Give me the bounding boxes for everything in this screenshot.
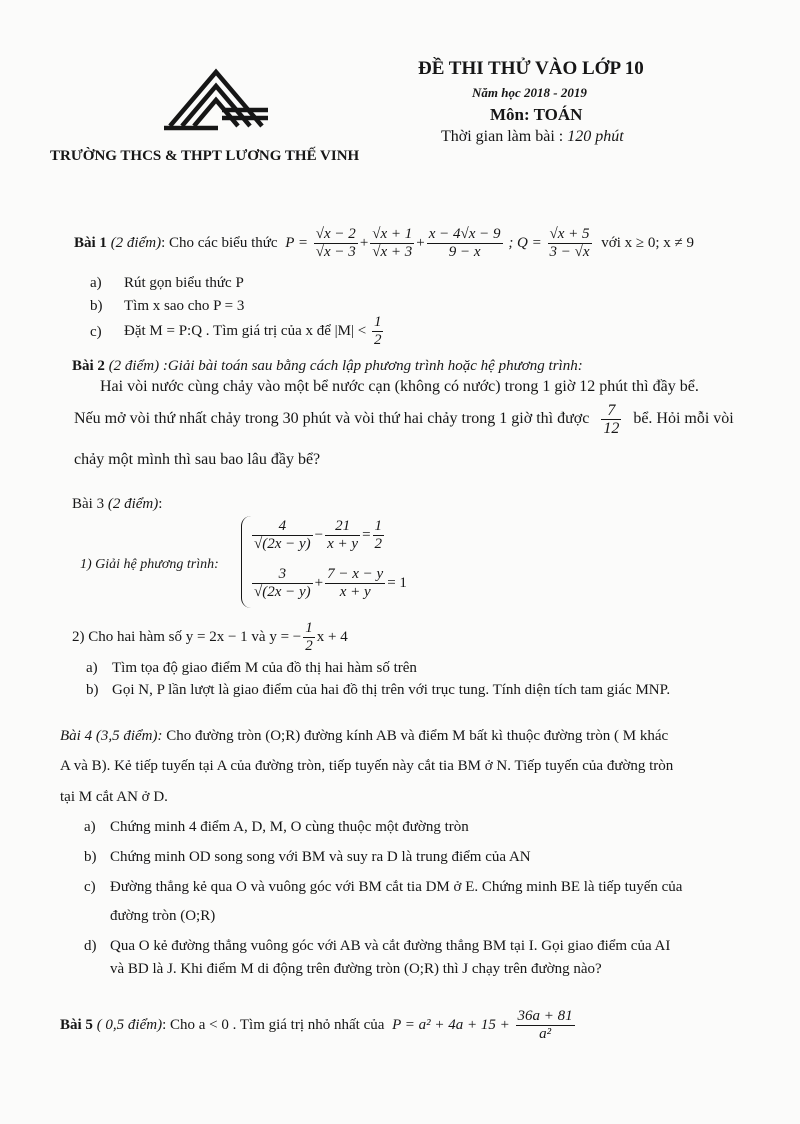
- exam-time-value: 120 phút: [567, 128, 624, 145]
- bai1-p-frac3-num: x − 4√x − 9: [428, 226, 501, 242]
- bai2-frac-den: 12: [603, 420, 620, 437]
- bai3-b-text: Gọi N, P lần lượt là giao điểm của hai đồ thị trên với trục tung. Tính diện tích tam giác MNP.: [112, 682, 671, 698]
- bai1-q-frac-den: 3 − √x: [549, 244, 590, 260]
- bai3-eq2-f2d: x + y: [339, 584, 371, 600]
- bai1-c-line: [124, 314, 385, 349]
- bai3-a-mark: a): [86, 660, 98, 676]
- bai3-eq2-f1d: √(2x − y): [254, 584, 311, 600]
- bai3-eq1-f1d: √(2x − y): [254, 536, 311, 552]
- school-name: TRƯỜNG THCS & THPT LƯƠNG THẾ VINH: [50, 148, 360, 164]
- bai1-b-text: Tìm x sao cho P = 3: [124, 298, 245, 314]
- bai4-d-text2: và BD là J. Khi điểm M di động trên đường tròn (O;R) thì J chạy trên đường nào?: [110, 961, 602, 977]
- bai1-c-frac: [372, 314, 384, 349]
- bai1-p-frac3-den: 9 − x: [448, 244, 481, 260]
- bai1-b-mark: b): [90, 298, 103, 314]
- bai5-expr: P = a² + 4a + 15 +: [392, 1016, 510, 1033]
- bai3-heading: [72, 496, 162, 513]
- exam-title: ĐỀ THI THỬ VÀO LỚP 10: [418, 58, 644, 79]
- bai4-a-mark: a): [84, 819, 96, 835]
- bai1-c-frac-den: 2: [373, 332, 382, 348]
- bai3-eq1-eq: =: [362, 526, 371, 543]
- exam-year: Năm học 2018 - 2019: [472, 85, 587, 100]
- bai1-statement: Bài 1 (2 điểm): Cho các biểu thức P = $\frac{√x - 2}{√x - 3}$ + $\frac{√x + 1}{√x + 3}$ + $\frac{x - 4√x - 9}{9 - x}$ ; Q = $\frac{√x + 5}{3 - √x}$ với x ≥ 0; x ≠ 9: [74, 226, 695, 260]
- bai3-p2: [72, 620, 348, 655]
- bai1-p-frac1: [314, 226, 358, 261]
- bai5-label: Bài 5: [60, 1016, 93, 1033]
- bai3-a-text: Tìm tọa độ giao điểm M của đồ thị hai hàm số trên: [112, 660, 417, 676]
- bai2-heading: [72, 358, 583, 375]
- bai4-d-text1: Qua O kẻ đường thẳng vuông góc với AB và cắt đường thẳng BM tại I. Gọi giao điểm của AI: [110, 938, 671, 954]
- bai1-q-lhs: ; Q =: [508, 234, 542, 251]
- bai3-colon: :: [158, 496, 163, 512]
- bai4-a-text: Chứng minh 4 điểm A, D, M, O cùng thuộc một đường tròn: [110, 819, 469, 835]
- bai3-eq2-op: +: [314, 574, 324, 591]
- bai1-p-frac2: [370, 226, 414, 261]
- bai3-eq1-frac1: [252, 518, 313, 553]
- bai1-intro: : Cho các biểu thức: [161, 234, 278, 251]
- bai1-c-mark: c): [90, 324, 102, 340]
- bai3-eq2-frac2: [325, 566, 385, 601]
- bai4-points: (3,5 điểm):: [95, 728, 163, 744]
- bai4-c-mark: c): [84, 879, 96, 895]
- bai2-intro: :Giải bài toán sau bằng cách lập phương trình hoặc hệ phương trình:: [162, 358, 583, 374]
- bai2-line2b: bể. Hỏi mỗi vòi: [633, 410, 734, 428]
- bai4-b-text: Chứng minh OD song song với BM và suy ra D là trung điểm của AN: [110, 849, 531, 865]
- bai3-p2-frac-den: 2: [305, 638, 313, 654]
- bai2-line1: Hai vòi nước cùng chảy vào một bể nước cạn (không có nước) trong 1 giờ 12 phút thì đầy bể.: [100, 378, 699, 395]
- bai1-p-frac1-num: √x − 2: [315, 226, 356, 242]
- bai3-p1: 1) Giải hệ phương trình:: [80, 557, 219, 572]
- exam-time: [441, 128, 624, 146]
- bai3-p2-tail: x + 4: [316, 628, 348, 645]
- bai5-line: [60, 1008, 577, 1043]
- bai3-eq1-op: −: [314, 526, 324, 543]
- bai3-points: (2 điểm): [107, 496, 159, 512]
- bai5-intro: : Cho a < 0 . Tìm giá trị nhỏ nhất của: [162, 1016, 385, 1033]
- bai3-eq2-frac1: [252, 566, 313, 601]
- bai1-c-text: Đặt M = P:Q . Tìm giá trị của x để |M| <: [124, 322, 367, 339]
- bai5-points: ( 0,5 điểm): [96, 1016, 163, 1033]
- bai3-p2-frac-num: 1: [305, 620, 313, 636]
- bai1-p-lhs: P =: [285, 234, 309, 251]
- bai4-line3: tại M cắt AN ở D.: [60, 789, 168, 805]
- bai3-eq1-frac2: [325, 518, 360, 553]
- bai3-eq1-rn: 1: [374, 518, 383, 534]
- exam-subject: Môn: TOÁN: [490, 105, 583, 124]
- bai5-frac: [516, 1008, 575, 1043]
- bai2-label: Bài 2: [72, 358, 105, 374]
- bai1-a-text: Rút gọn biểu thức P: [124, 275, 244, 291]
- bai4-c-text2: đường tròn (O;R): [110, 908, 216, 924]
- bai3-eq2-f1n: 3: [252, 566, 313, 584]
- bai3-label: Bài 3: [72, 496, 105, 512]
- bai1-condition: với x ≥ 0; x ≠ 9: [601, 234, 695, 251]
- exam-time-label: Thời gian làm bài :: [441, 128, 568, 145]
- bai4-line2: A và B). Kẻ tiếp tuyến tại A của đường tròn, tiếp tuyến này cắt tia BM ở N. Tiếp tuyến của đường tròn: [60, 758, 674, 774]
- bai3-eq1-f2d: x + y: [327, 536, 359, 552]
- bai3-eq2: [250, 566, 407, 601]
- bai5-frac-num: 36a + 81: [517, 1008, 573, 1024]
- bai3-eq2-eq: = 1: [387, 574, 407, 591]
- bai1-p-frac2-num: √x + 1: [372, 226, 413, 242]
- bai1-p-frac2-den: √x + 3: [372, 244, 413, 260]
- bai3-p2-text: 2) Cho hai hàm số y = 2x − 1 và y = −: [72, 628, 302, 645]
- bai3-eq1-rhs: [373, 518, 385, 553]
- bai2-points: (2 điểm): [108, 358, 160, 374]
- bai3-eq1-rd: 2: [374, 536, 383, 552]
- bai1-a-mark: a): [90, 275, 102, 291]
- bai1-p-frac1-den: √x − 3: [315, 244, 356, 260]
- bai2-line2a: Nếu mở vòi thứ nhất chảy trong 30 phút và vòi thứ hai chảy trong 1 giờ thì được: [74, 410, 590, 428]
- bai3-eq1: [250, 518, 386, 553]
- bai4-b-mark: b): [84, 849, 97, 865]
- bai4-line1-text: Cho đường tròn (O;R) đường kính AB và điểm M bất kì thuộc đường tròn ( M khác: [166, 728, 669, 744]
- bai2-frac-num: 7: [601, 402, 621, 420]
- bai4-d-mark: d): [84, 938, 97, 954]
- school-logo: [160, 66, 272, 132]
- bai4-c-text1: Đường thẳng kẻ qua O và vuông góc với BM cắt tia DM ở E. Chứng minh BE là tiếp tuyến của: [110, 879, 683, 895]
- bai1-label: Bài 1: [74, 234, 107, 251]
- bai1-points: (2 điểm): [110, 234, 162, 251]
- bai3-eq2-f2n: 7 − x − y: [327, 566, 384, 582]
- bai2-line3: chảy một mình thì sau bao lâu đầy bể?: [74, 451, 321, 468]
- bai3-eq1-f1n: 4: [252, 518, 313, 536]
- bai1-q-frac: [548, 226, 592, 261]
- bai1-q-frac-num: √x + 5: [549, 226, 590, 242]
- bai3-b-mark: b): [86, 682, 99, 698]
- bai1-p-frac3: [427, 226, 503, 261]
- bai4-line1: [60, 728, 668, 745]
- bai5-frac-den: a²: [539, 1026, 552, 1042]
- bai3-eq1-f2n: 21: [325, 518, 360, 536]
- bai2-frac: [601, 402, 621, 437]
- bai2-line2: [74, 402, 734, 437]
- bai3-p2-frac: [303, 620, 315, 655]
- bai4-label: Bài 4: [60, 728, 93, 744]
- bai1-c-frac-num: 1: [373, 314, 382, 330]
